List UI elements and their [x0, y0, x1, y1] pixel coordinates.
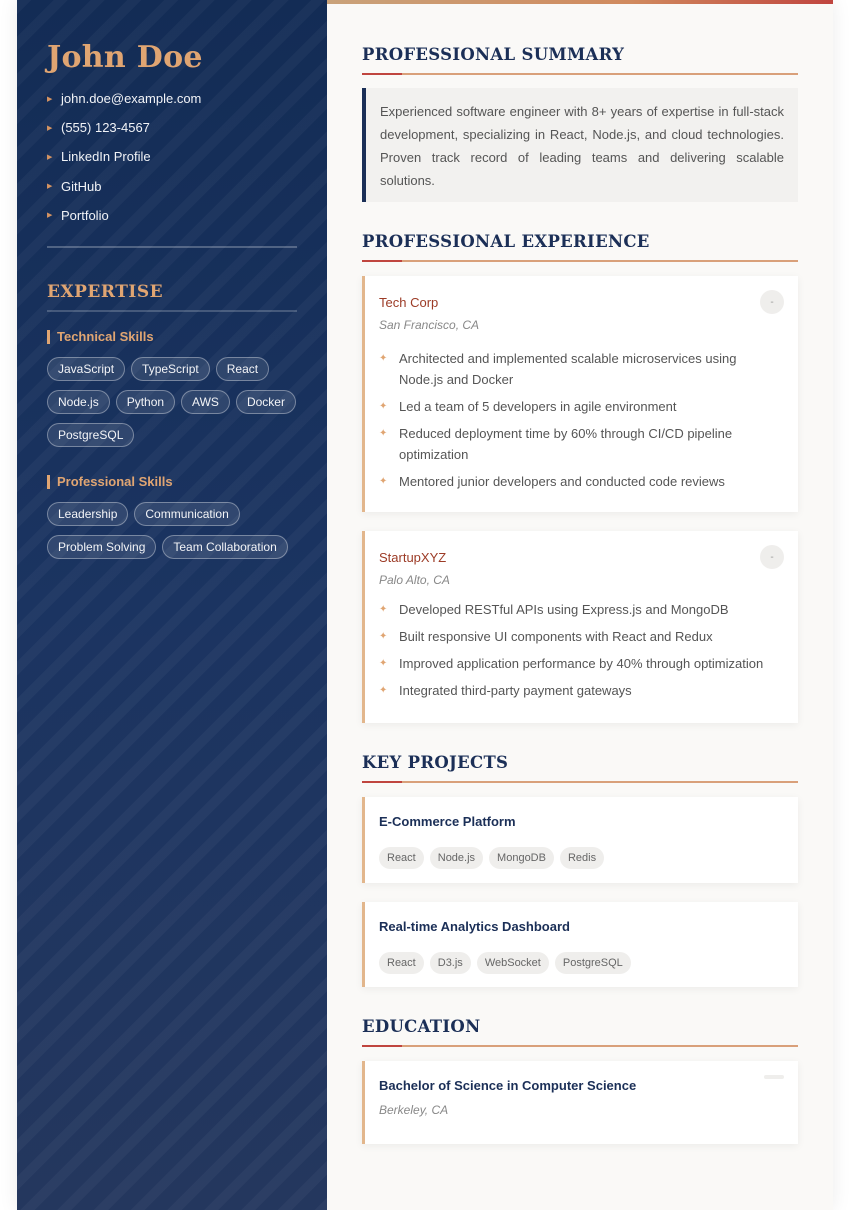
skill-chip: React [216, 357, 269, 381]
contact-portfolio[interactable]: ▶ Portfolio [47, 207, 109, 223]
project-card [362, 902, 798, 987]
education-location: Berkeley, CA [379, 1103, 449, 1117]
job-card [362, 276, 798, 512]
sparkle-icon: ✦ [379, 631, 388, 642]
tech-tag: MongoDB [489, 847, 554, 869]
candidate-name: John Doe [47, 40, 203, 75]
triangle-right-icon: ▶ [47, 95, 53, 103]
sparkle-icon: ✦ [379, 401, 388, 412]
sparkle-icon: ✦ [379, 476, 388, 487]
expertise-heading: EXPERTISE [47, 282, 297, 312]
experience-heading: PROFESSIONAL EXPERIENCE [362, 232, 650, 251]
resume-page [17, 0, 833, 1210]
skill-chip: Problem Solving [47, 535, 156, 559]
top-accent-bar [327, 0, 833, 4]
project-title: E-Commerce Platform [379, 814, 516, 829]
tech-tag: React [379, 952, 424, 974]
tech-tag: D3.js [430, 952, 471, 974]
projects-heading: KEY PROJECTS [362, 753, 509, 772]
tech-tag: Node.js [430, 847, 483, 869]
job-bullet: ✦ Led a team of 5 developers in agile environment [379, 396, 779, 417]
tech-tag: WebSocket [477, 952, 549, 974]
tech-tag: React [379, 847, 424, 869]
job-bullet: ✦ Mentored junior developers and conducted code reviews [379, 471, 779, 492]
professional-skills-list [47, 502, 307, 559]
summary-box: Experienced software engineer with 8+ years of expertise in full-stack development, specializing in React, Node.js, and cloud technologies. Proven track record of leading teams and delivering scalable solutions. [362, 88, 798, 202]
triangle-right-icon: ▶ [47, 124, 53, 132]
technical-skills-list [47, 357, 307, 447]
job-card [362, 531, 798, 723]
job-bullet: ✦ Integrated third-party payment gateways [379, 680, 779, 701]
skill-chip: JavaScript [47, 357, 125, 381]
triangle-right-icon: ▶ [47, 153, 53, 161]
contact-phone[interactable]: ▶ (555) 123-4567 [47, 120, 150, 136]
sparkle-icon: ✦ [379, 658, 388, 669]
skill-chip: Communication [134, 502, 239, 526]
education-divider [362, 1045, 798, 1047]
project-tags [379, 847, 604, 869]
skill-chip: AWS [181, 390, 230, 414]
skill-chip: Node.js [47, 390, 110, 414]
technical-skills-label: Technical Skills [47, 330, 154, 344]
date-placeholder [764, 1075, 784, 1079]
job-bullet: ✦ Improved application performance by 40% through optimization [379, 653, 779, 674]
education-card [362, 1061, 798, 1144]
collapse-toggle-button[interactable]: - [760, 290, 784, 314]
sidebar [17, 0, 327, 1210]
job-bullet: ✦ Built responsive UI components with React and Redux [379, 626, 779, 647]
job-bullet: ✦ Reduced deployment time by 60% through CI/CD pipeline optimization [379, 423, 779, 465]
project-title: Real-time Analytics Dashboard [379, 919, 570, 934]
project-tags [379, 952, 631, 974]
job-bullet: ✦ Architected and implemented scalable microservices using Node.js and Docker [379, 348, 779, 390]
sparkle-icon: ✦ [379, 428, 388, 439]
sparkle-icon: ✦ [379, 685, 388, 696]
experience-divider [362, 260, 798, 262]
professional-skills-label: Professional Skills [47, 475, 173, 489]
sparkle-icon: ✦ [379, 353, 388, 364]
skill-chip: PostgreSQL [47, 423, 134, 447]
education-heading: EDUCATION [362, 1017, 481, 1036]
skill-chip: Docker [236, 390, 296, 414]
skill-chip: Team Collaboration [162, 535, 287, 559]
job-bullets [379, 599, 779, 707]
triangle-right-icon: ▶ [47, 212, 53, 220]
tech-tag: PostgreSQL [555, 952, 631, 974]
contact-github[interactable]: ▶ GitHub [47, 178, 102, 194]
summary-divider [362, 73, 798, 75]
triangle-right-icon: ▶ [47, 183, 53, 191]
job-bullets [379, 348, 779, 498]
sidebar-divider [47, 246, 297, 248]
skill-chip: Leadership [47, 502, 128, 526]
job-location: San Francisco, CA [379, 318, 480, 332]
contact-list [47, 84, 201, 230]
collapse-toggle-button[interactable]: - [760, 545, 784, 569]
sparkle-icon: ✦ [379, 604, 388, 615]
job-bullet: ✦ Developed RESTful APIs using Express.js and MongoDB [379, 599, 779, 620]
company-name: Tech Corp [379, 295, 439, 310]
summary-heading: PROFESSIONAL SUMMARY [362, 45, 625, 64]
company-name: StartupXYZ [379, 550, 447, 565]
projects-divider [362, 781, 798, 783]
skill-chip: Python [116, 390, 175, 414]
skill-chip: TypeScript [131, 357, 210, 381]
contact-linkedin[interactable]: ▶ LinkedIn Profile [47, 149, 151, 165]
degree-title: Bachelor of Science in Computer Science [379, 1078, 637, 1093]
tech-tag: Redis [560, 847, 604, 869]
contact-email[interactable]: ▶ john.doe@example.com [47, 91, 202, 107]
job-location: Palo Alto, CA [379, 573, 450, 587]
project-card [362, 797, 798, 883]
